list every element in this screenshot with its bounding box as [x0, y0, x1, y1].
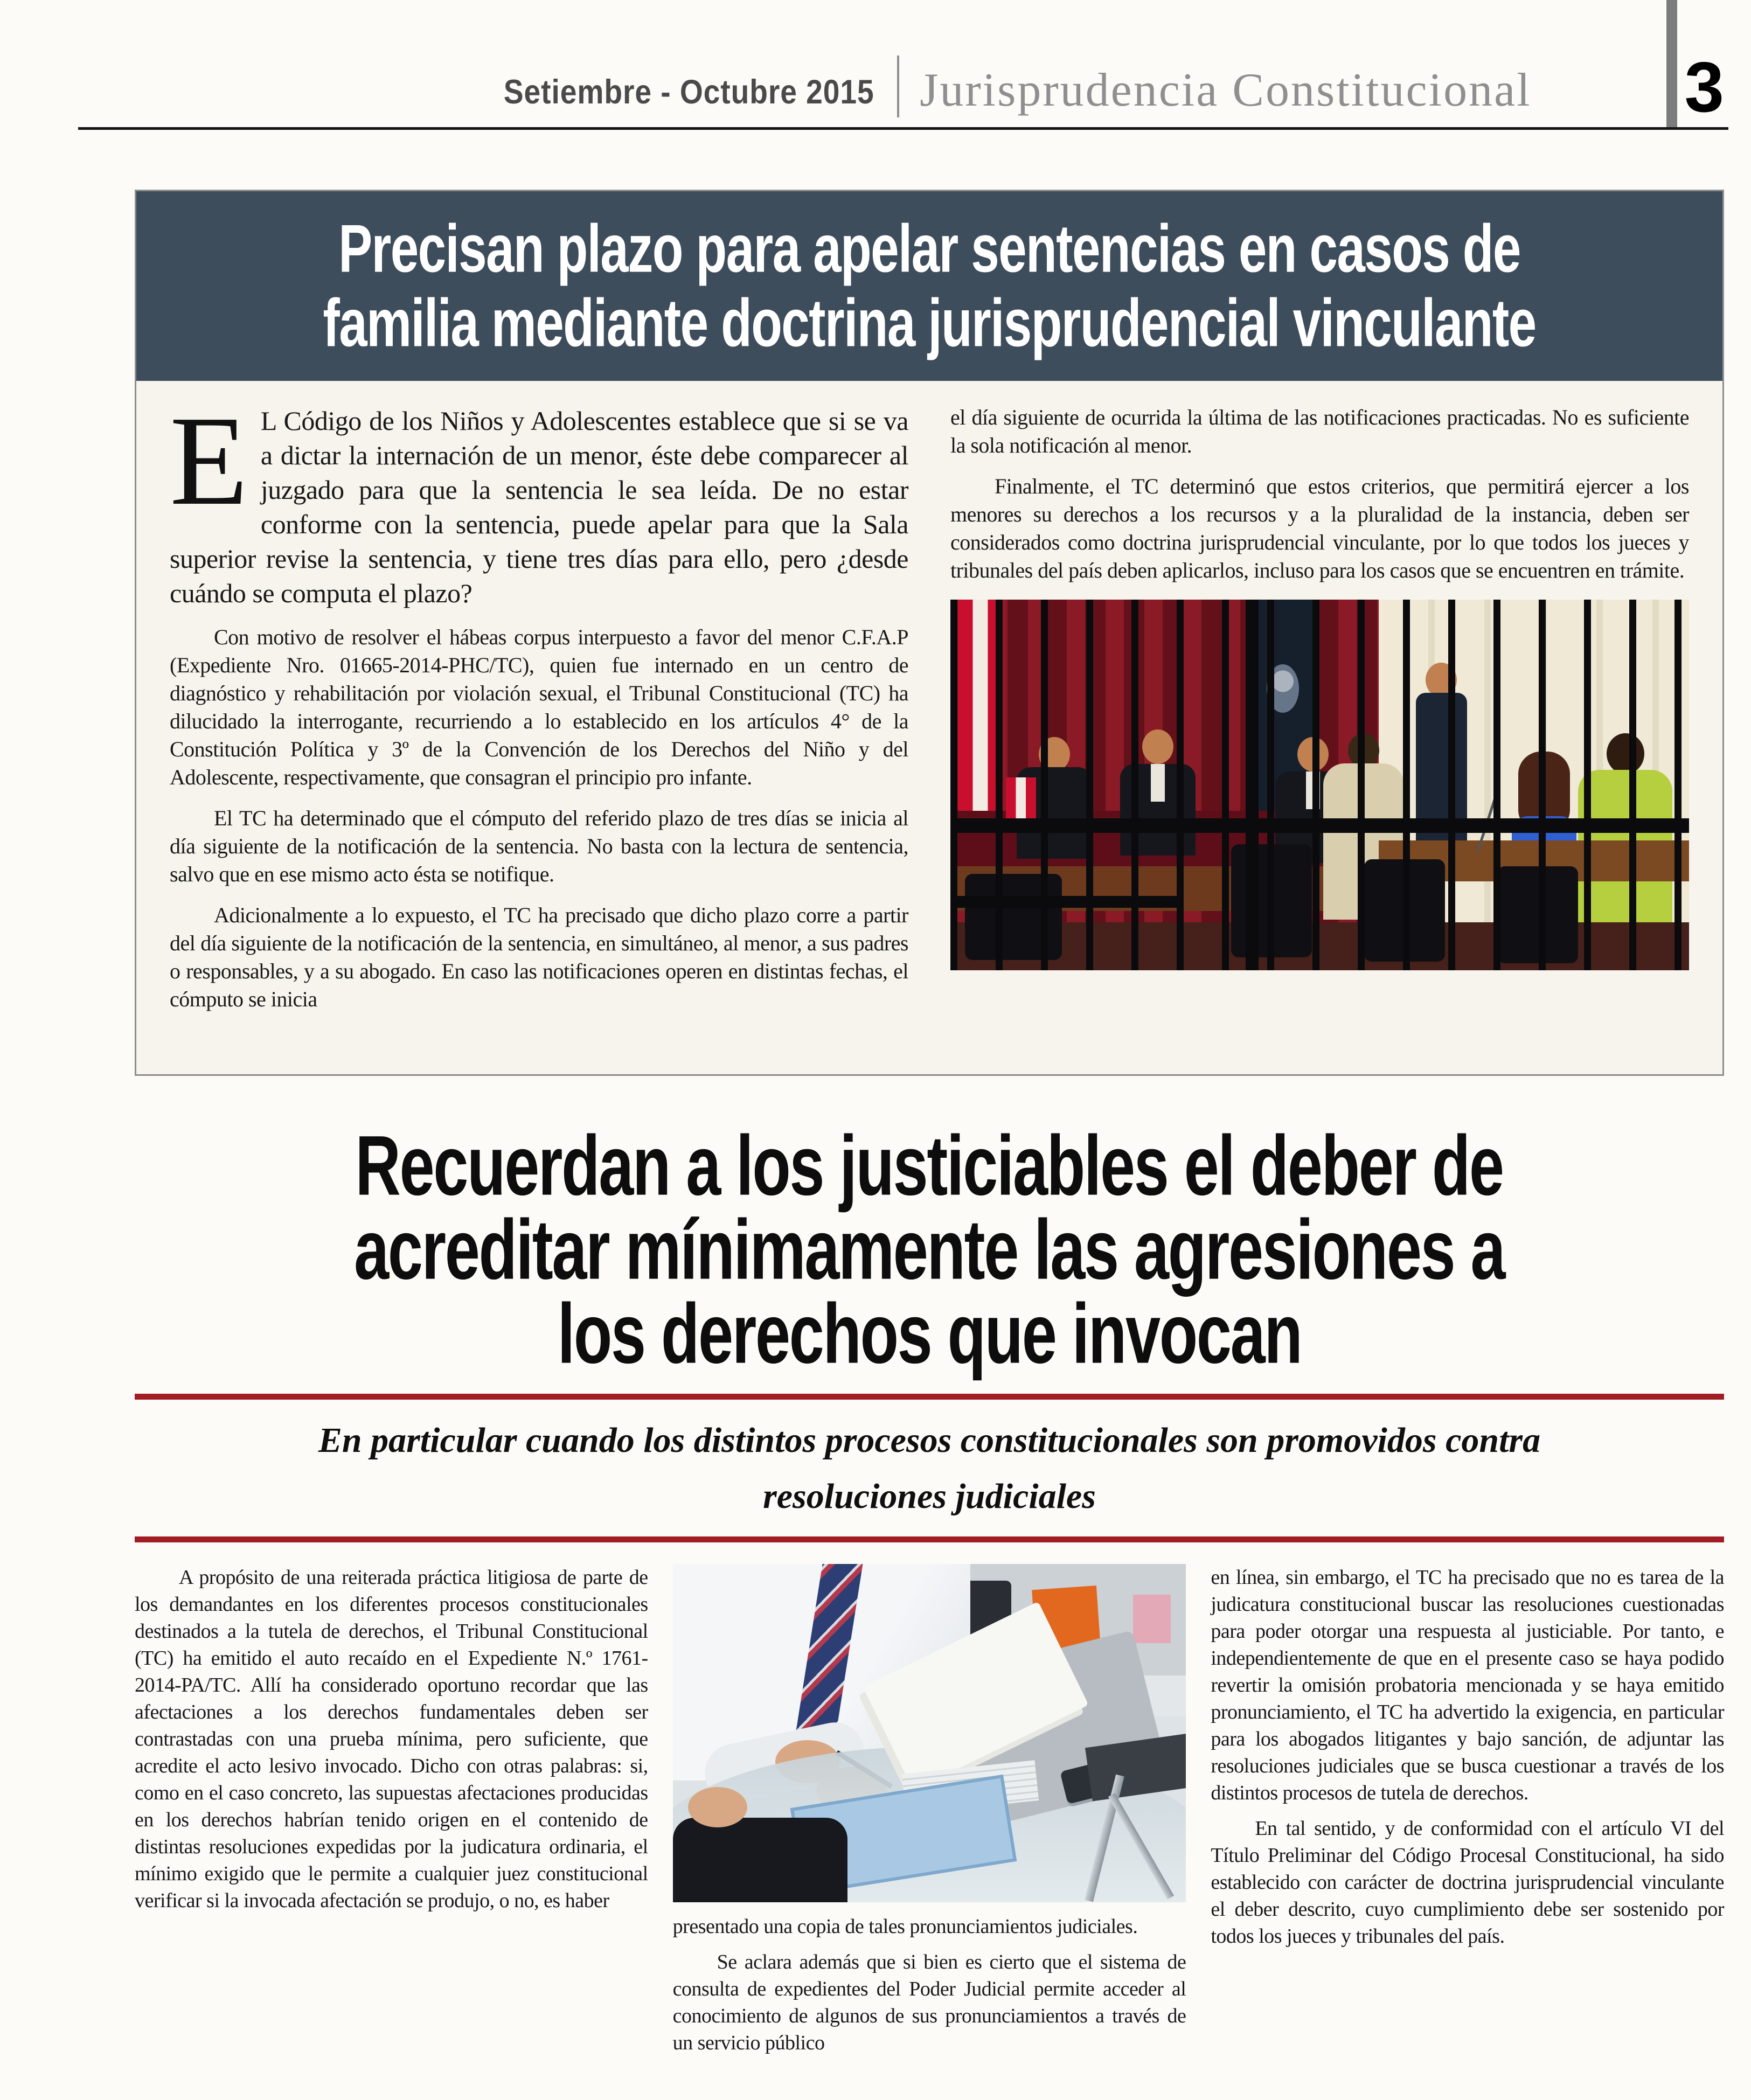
- masthead: [78, 0, 1728, 130]
- paragraph: Adicionalmente a lo expuesto, el TC ha precisado que dicho plazo corre a partir del día siguiente de la notificación de la sentencia, en simultáneo, al menor, a sus padres o responsables, y a su abogado. En caso las notificaciones operen en distintas fechas, el cómputo se inicia: [170, 903, 908, 1011]
- article-2-column-1: [135, 1564, 648, 2065]
- paragraph: En tal sentido, y de conformidad con el artículo VI del Título Preliminar del Código Procesal Constitucional, ha sido establecido con carácter de doctrina jurisprudencial vinculante el deber descrito, cuyo cumplimiento debe ser sostenido por todos los jueces y tribunales del país.: [1211, 1817, 1725, 1948]
- article-1-title-band: [136, 191, 1722, 381]
- article-1-title-line-2: familia mediante doctrina jurisprudencial vinculante: [323, 286, 1536, 361]
- article-1-title-line-1: Precisan plazo para apelar sentencias en casos de: [338, 211, 1520, 287]
- pink-object: [1133, 1595, 1171, 1643]
- paragraph: A propósito de una reiterada práctica litigiosa de parte de los demandantes en los diferentes procesos constitucionales destinados a la tutela de derechos, el Tribunal Constitucional (TC) ha emitido el auto recaído en el Expediente N.º 1761-2014-PA/TC. Allí ha considerado oportuno recordar que las afectaciones a los derechos fundamentales deben ser contrastadas con una prueba mínima, pero suficiente, que acredite el acto lesivo invocado. Dicho con otras palabras: si, como en el caso concreto, las supuestas afectaciones producidas en los derechos habrían tenido origen en el contenido de distintas resoluciones expedidas por la judicatura ordinaria, el mínimo exigido que le permite a cualquier juez constitucional verificar si la invocada afectación se produjo, o no, es haber: [135, 1566, 648, 1912]
- issue-date: Setiembre - Octubre 2015: [504, 73, 875, 111]
- paragraph: presentado una copia de tales pronunciamientos judiciales.: [672, 1915, 1138, 1938]
- red-rule-top: [135, 1394, 1724, 1400]
- paragraph: Finalmente, el TC determinó que estos criterios, que permitirá ejercer a los menores su derechos a los recursos y a la pluralidad de la instancia, deben ser considerados como doctrina jurisprudencial vinculante, por lo que todos los jueces y tribunales del país deben aplicarlos, incluso para los casos que se encuentren en trámite.: [950, 474, 1689, 582]
- publication-title: Jurisprudencia Constitucional: [920, 64, 1532, 116]
- headline-line-3: los derechos que invocan: [557, 1285, 1302, 1381]
- paragraph: El TC ha determinado que el cómputo del referido plazo de tres días se inicia al día siguiente de la notificación de la sentencia. No basta con la lectura de sentencia, salvo que en ese mismo acto ésta se notifique.: [170, 806, 908, 886]
- paragraph: el día siguiente de ocurrida la última de las notificaciones practicadas. No es suficiente la sola notificación al menor.: [950, 405, 1689, 457]
- paragraph: Se aclara además que si bien es cierto que el sistema de consulta de expedientes del Poder Judicial permite acceder al conocimiento de algunos de sus pronunciamientos a través de un servicio público: [672, 1951, 1186, 2054]
- security-bars-overlay: [950, 600, 1689, 970]
- masthead-separator: [897, 55, 899, 117]
- headline-line-2: acreditar mínimamente las agresiones a: [354, 1201, 1505, 1297]
- page-edge-bar: [1666, 0, 1677, 127]
- article-2-subtitle: En particular cuando los distintos procesos constitucionales son promovidos contra resoluciones judiciales: [318, 1421, 1541, 1516]
- paragraph: en línea, sin embargo, el TC ha precisado que no es tarea de la judicatura constitucional buscar las resoluciones cuestionadas para poder otorgar una respuesta al justiciable. Por tanto, e independientemente de que en el presente caso se haya podido revertir la omisión probatoria mencionada y se haya emitido pronunciamiento, el TC ha advertido la exigencia, en particular para los abogados litigantes y bajo sanción, de adjuntar las resoluciones judiciales que se busca cuestionar a través de los distintos procesos de tutela de derechos.: [1211, 1566, 1725, 1804]
- paragraph: Con motivo de resolver el hábeas corpus interpuesto a favor del menor C.F.A.P (Expediente Nro. 01665-2014-PHC/TC), quien fue internado en un centro de diagnóstico y rehabilitación por violación sexual, el Tribunal Constitucional (TC) ha dilucidado la interrogante, recurriendo a lo establecido en los artículos 4° de la Constitución Política y 3º de la Convención de los Derechos del Niño y del Adolescente, respectivamente, que consagran el principio pro infante.: [170, 625, 908, 789]
- article-2-column-2: [673, 1564, 1186, 2065]
- article-1-column-right: [950, 404, 1689, 1026]
- article-2-headline: [135, 1117, 1724, 1381]
- lead-text: L Código de los Niños y Adolescentes establece que si se va a dictar la internación de un menor, éste debe comparecer al juzgado para que la sentencia le sea leída. De no estar conforme con la sentencia, puede apelar para que la Sala superior revise la sentencia, y tiene tres días para ello, pero ¿desde cuándo se computa el plazo?: [170, 406, 908, 608]
- article-2: [135, 1117, 1725, 2065]
- page-number: 3: [1684, 47, 1724, 127]
- lead-paragraph: [170, 390, 908, 610]
- article-1-columns: [136, 381, 1722, 1042]
- article-2-column-3: [1211, 1564, 1724, 2065]
- courtroom-photo: [950, 600, 1689, 970]
- red-rule-bottom: [135, 1536, 1724, 1542]
- article-1: [135, 190, 1724, 1076]
- article-2-columns: [135, 1564, 1724, 2065]
- headline-line-1: Recuerdan a los justiciables el deber de: [355, 1117, 1504, 1213]
- drop-cap: E: [170, 390, 248, 532]
- article-1-column-left: [170, 390, 908, 1026]
- office-meeting-photo: [673, 1564, 1186, 1902]
- dark-trousers: [673, 1818, 847, 1902]
